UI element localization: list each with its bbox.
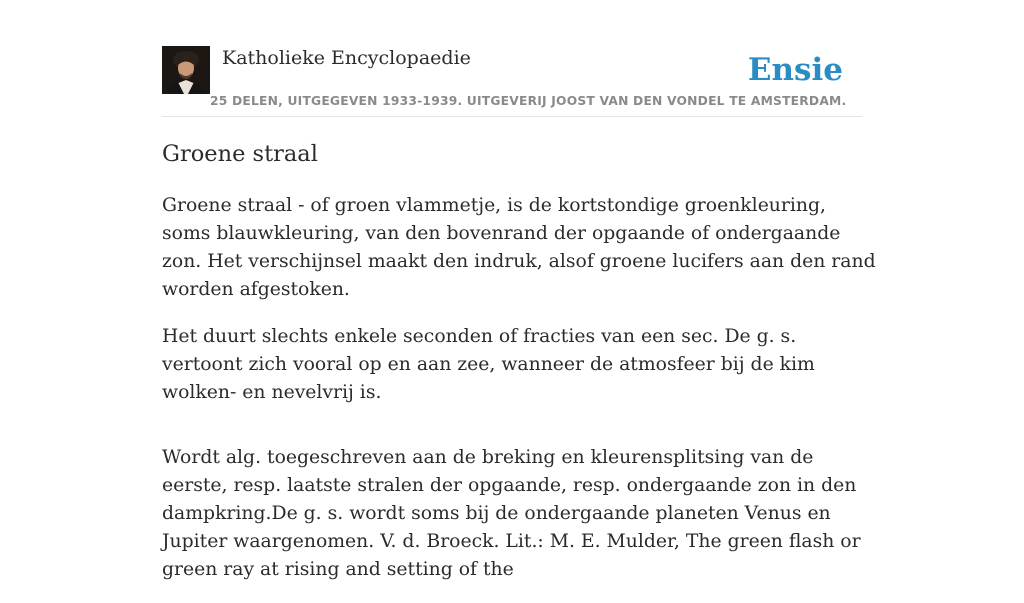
- article-paragraph: Groene straal - of groen vlammetje, is de kortstondige groenkleuring, soms blauwkleuring, van den bovenrand der opgaande of ondergaande zon. Het verschijnsel maakt den indruk, alsof groene lucifers aan den rand worden afgestoken.: [162, 195, 876, 300]
- source-subtitle: 25 DELEN, UITGEGEVEN 1933-1939. UITGEVERIJ JOOST VAN DEN VONDEL TE AMSTERDAM.: [210, 94, 847, 108]
- source-title[interactable]: Katholieke Encyclopaedie: [222, 47, 471, 69]
- article-title: Groene straal: [162, 141, 318, 167]
- article-body: [162, 192, 877, 603]
- source-header: [162, 46, 862, 117]
- ensie-logo-link[interactable]: Ensie: [747, 52, 843, 88]
- portrait-icon: [162, 46, 210, 94]
- article-paragraph: Wordt alg. toegeschreven aan de breking en kleurensplitsing van de eerste, resp. laatste stralen der opgaande, resp. ondergaande zon in den dampkring.De g. s. wordt soms bij de ondergaande planeten Venus en Jupiter waargenomen. V. d. Broeck. Lit.: M. E. Mulder, The green flash or green ray at rising and setting of the: [162, 447, 861, 580]
- article-paragraph: Het duurt slechts enkele seconden of fracties van een sec. De g. s. vertoont zich vooral op en aan zee, wanneer de atmosfeer bij de kim wolken- en nevelvrij is.: [162, 326, 815, 403]
- portrait-avatar[interactable]: [162, 46, 210, 94]
